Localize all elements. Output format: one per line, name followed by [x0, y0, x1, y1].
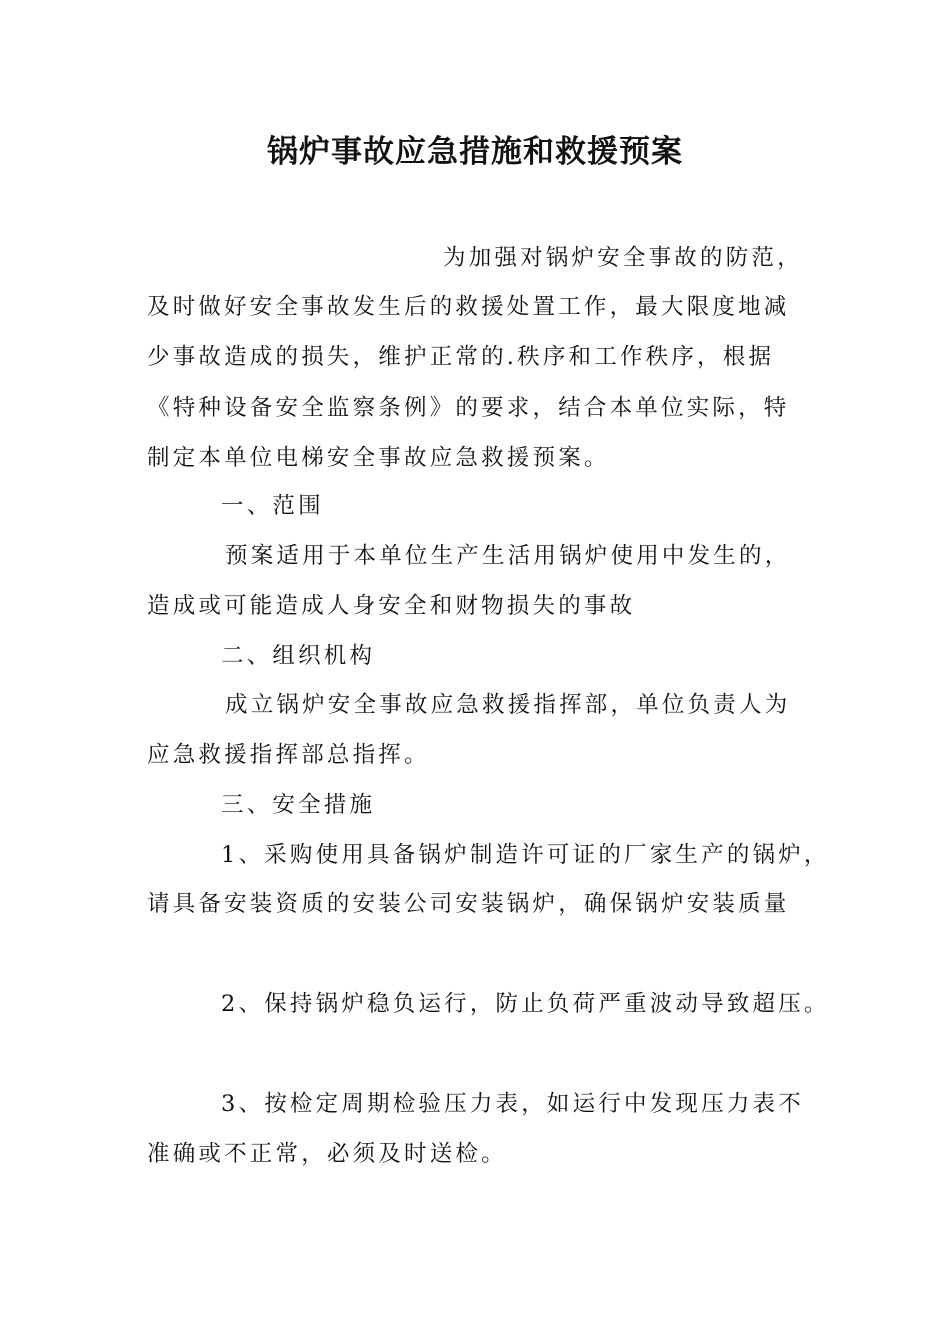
paragraph-line: 造成或可能造成人身安全和财物损失的事故 [147, 593, 636, 619]
paragraph-line: 应急救援指挥部总指挥。 [147, 742, 430, 768]
paragraph-line: 制定本单位电梯安全事故应急救援预案。 [147, 445, 610, 471]
list-item: 1、采购使用具备锅炉制造许可证的厂家生产的锅炉， [221, 842, 830, 868]
paragraph-line: 为加强对锅炉安全事故的防范， [443, 245, 803, 271]
list-item: 3、按检定周期检验压力表，如运行中发现压力表不 [221, 1091, 804, 1117]
paragraph-line: 及时做好安全事故发生后的救援处置工作，最大限度地减 [147, 294, 790, 320]
paragraph-line: 预案适用于本单位生产生活用锅炉使用中发生的， [225, 543, 791, 569]
paragraph-line: 成立锅炉安全事故应急救援指挥部，单位负责人为 [225, 692, 791, 718]
section-heading-safety-measures: 三、安全措施 [221, 792, 376, 818]
paragraph-line: 《特种设备安全监察条例》的要求，结合本单位实际，特 [147, 395, 790, 421]
paragraph-line: 请具备安装资质的安装公司安装锅炉，确保锅炉安装质量 [147, 891, 790, 917]
paragraph-line: 少事故造成的损失，维护正常的.秩序和工作秩序，根据 [147, 344, 775, 370]
list-item: 2、保持锅炉稳负运行，防止负荷严重波动导致超压。 [221, 991, 830, 1017]
section-heading-organization: 二、组织机构 [221, 643, 376, 669]
document-title: 锅炉事故应急措施和救援预案 [267, 134, 683, 170]
section-heading-scope: 一、范围 [221, 493, 324, 519]
paragraph-line: 准确或不正常，必须及时送检。 [147, 1141, 507, 1167]
